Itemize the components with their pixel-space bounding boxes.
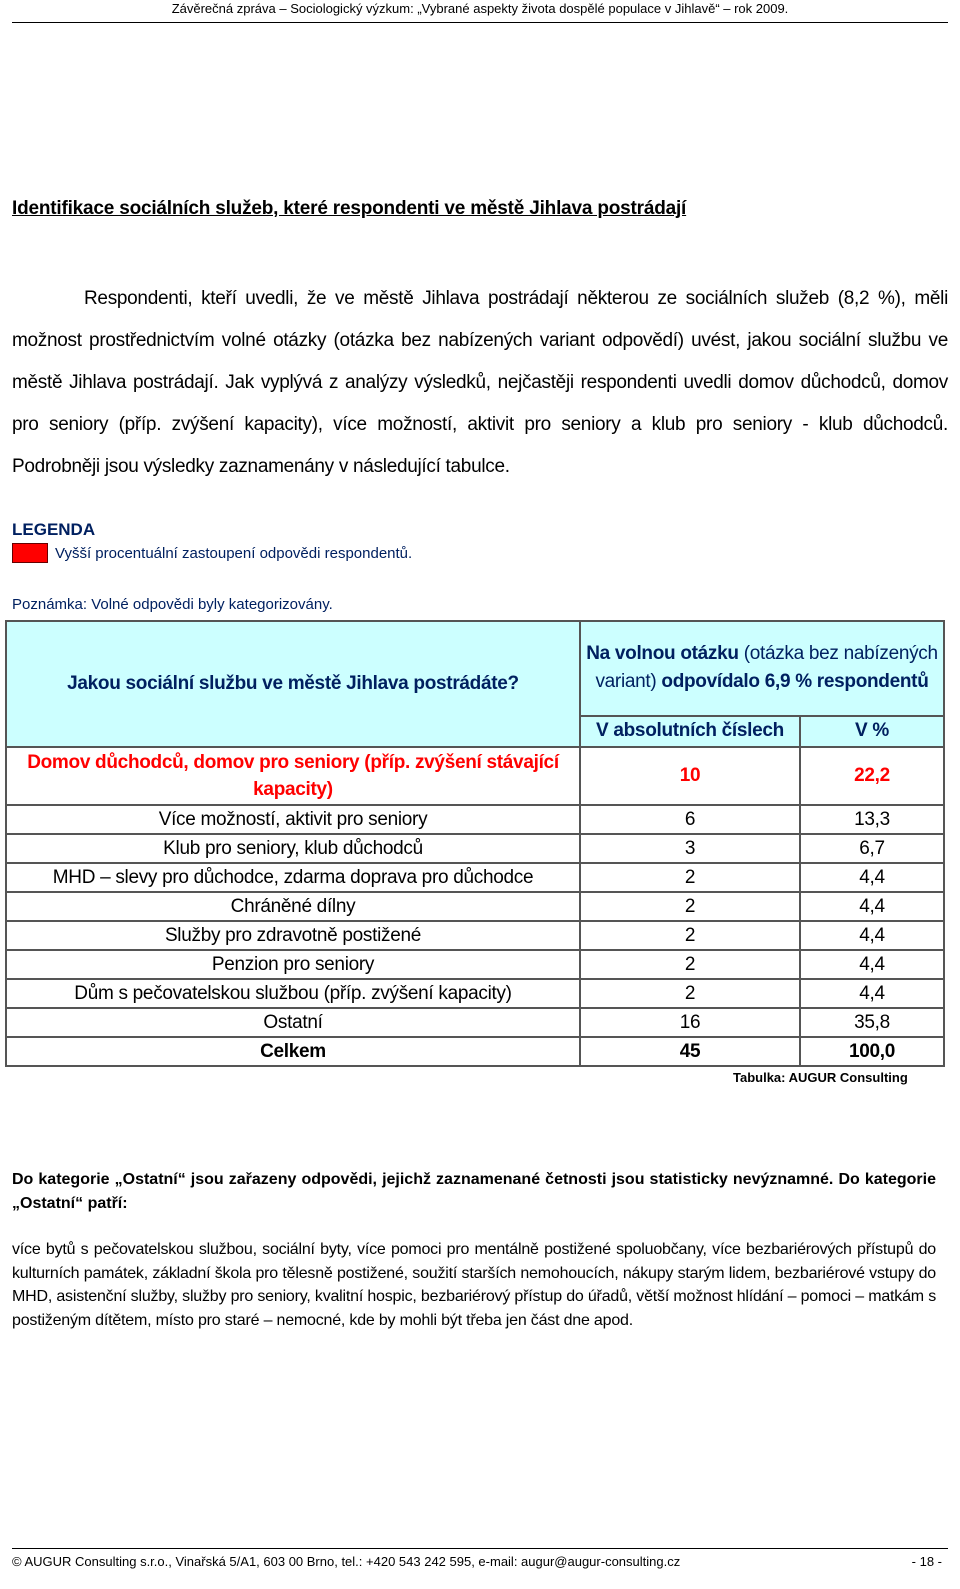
table-row — [6, 805, 944, 834]
table-question-header: Jakou sociální službu ve městě Jihlava postrádáte? — [6, 621, 580, 747]
row-absolute: 2 — [580, 863, 800, 892]
table-answered-header — [580, 621, 944, 716]
table-row — [6, 834, 944, 863]
row-label: Penzion pro seniory — [6, 950, 580, 979]
row-label: Ostatní — [6, 1008, 580, 1037]
table-row — [6, 921, 944, 950]
table-row — [6, 950, 944, 979]
page-footer — [12, 1548, 948, 1573]
note-text: Poznámka: Volné odpovědi byly kategorizovány. — [12, 596, 333, 613]
results-table — [5, 620, 945, 1067]
table-row — [6, 892, 944, 921]
table-total-row — [6, 1037, 944, 1066]
total-percent: 100,0 — [800, 1037, 944, 1066]
row-percent: 4,4 — [800, 979, 944, 1008]
category-list: více bytů s pečovatelskou službou, sociální byty, více pomoci pro mentálně postižené spoluobčany, více bezbariérových přístupů do kulturních památek, základní škola pro tělesně postižené, soužití starších nemohoucích, nákupy starým lidem, bezbariérové vstupy do MHD, asistenční služby, služby pro seniory, kvalitní hospic, bezbariérový přístup do úřadů, větší možnost hlídání – pomoci – matkám s postiženým dítětem, místo pro staré – nemocné, kde by mohli být třeba jen část dne apod. — [12, 1241, 936, 1329]
table-row — [6, 747, 944, 805]
row-label: MHD – slevy pro důchodce, zdarma doprava pro důchodce — [6, 863, 580, 892]
row-percent: 35,8 — [800, 1008, 944, 1037]
row-absolute: 2 — [580, 950, 800, 979]
row-absolute: 16 — [580, 1008, 800, 1037]
footer-contact: © AUGUR Consulting s.r.o., Vinařská 5/A1, 603 00 Brno, tel.: +420 543 242 595, e-mail: augur@augur-consulting.cz — [12, 1554, 681, 1569]
section-title: Identifikace sociálních služeb, které respondenti ve městě Jihlava postrádají — [12, 198, 687, 219]
row-percent: 22,2 — [800, 747, 944, 805]
answered-part2: (otázka bez nabízených variant) — [595, 643, 938, 693]
legend-text: Vyšší procentuální zastoupení odpovědi respondentů. — [55, 545, 413, 562]
row-percent: 4,4 — [800, 921, 944, 950]
column-header-absolute: V absolutních číslech — [580, 716, 800, 748]
row-absolute: 2 — [580, 921, 800, 950]
legend-swatch-red — [12, 543, 48, 563]
table-row — [6, 863, 944, 892]
page-number: - 18 - — [911, 1554, 942, 1569]
category-intro: Do kategorie „Ostatní“ jsou zařazeny odpovědi, jejichž zaznamenané četnosti jsou statisticky nevýznamné. Do kategorie „Ostatní“ patří: — [12, 1171, 936, 1212]
answered-part1: Na volnou otázku — [586, 643, 739, 665]
table-row — [6, 979, 944, 1008]
total-label: Celkem — [6, 1037, 580, 1066]
legend-title: LEGENDA — [12, 520, 96, 539]
total-absolute: 45 — [580, 1037, 800, 1066]
row-percent: 13,3 — [800, 805, 944, 834]
row-label: Klub pro seniory, klub důchodců — [6, 834, 580, 863]
answered-part3: odpovídalo 6,9 % respondentů — [661, 671, 929, 693]
running-header: Závěrečná zpráva – Sociologický výzkum: „Vybrané aspekty života dospělé populace v Jihlavě“ – rok 2009. — [12, 0, 948, 23]
row-label: Dům s pečovatelskou službou (příp. zvýšení kapacity) — [6, 979, 580, 1008]
intro-paragraph: Respondenti, kteří uvedli, že ve městě Jihlava postrádají některou ze sociálních služeb (8,2 %), měli možnost prostřednictvím volné otázky (otázka bez nabízených variant odpovědí) uvést, jakou sociální službu ve městě Jihlava postrádají. Jak vyplývá z analýzy výsledků, nejčastěji respondenti uvedli domov důchodců, domov pro seniory (příp. zvýšení kapacity), více možností, aktivit pro seniory a klub pro seniory - klub důchodců. Podrobněji jsou výsledky zaznamenány v následující tabulce. — [12, 288, 948, 477]
row-absolute: 2 — [580, 979, 800, 1008]
row-absolute: 2 — [580, 892, 800, 921]
row-absolute: 10 — [580, 747, 800, 805]
table-source: Tabulka: AUGUR Consulting — [733, 1070, 908, 1085]
row-absolute: 3 — [580, 834, 800, 863]
row-label: Domov důchodců, domov pro seniory (příp. zvýšení stávající kapacity) — [6, 747, 580, 805]
row-percent: 4,4 — [800, 892, 944, 921]
row-percent: 4,4 — [800, 863, 944, 892]
row-label: Služby pro zdravotně postižené — [6, 921, 580, 950]
table-row — [6, 1008, 944, 1037]
row-percent: 4,4 — [800, 950, 944, 979]
row-label: Chráněné dílny — [6, 892, 580, 921]
column-header-percent: V % — [800, 716, 944, 748]
row-absolute: 6 — [580, 805, 800, 834]
row-percent: 6,7 — [800, 834, 944, 863]
row-label: Více možností, aktivit pro seniory — [6, 805, 580, 834]
